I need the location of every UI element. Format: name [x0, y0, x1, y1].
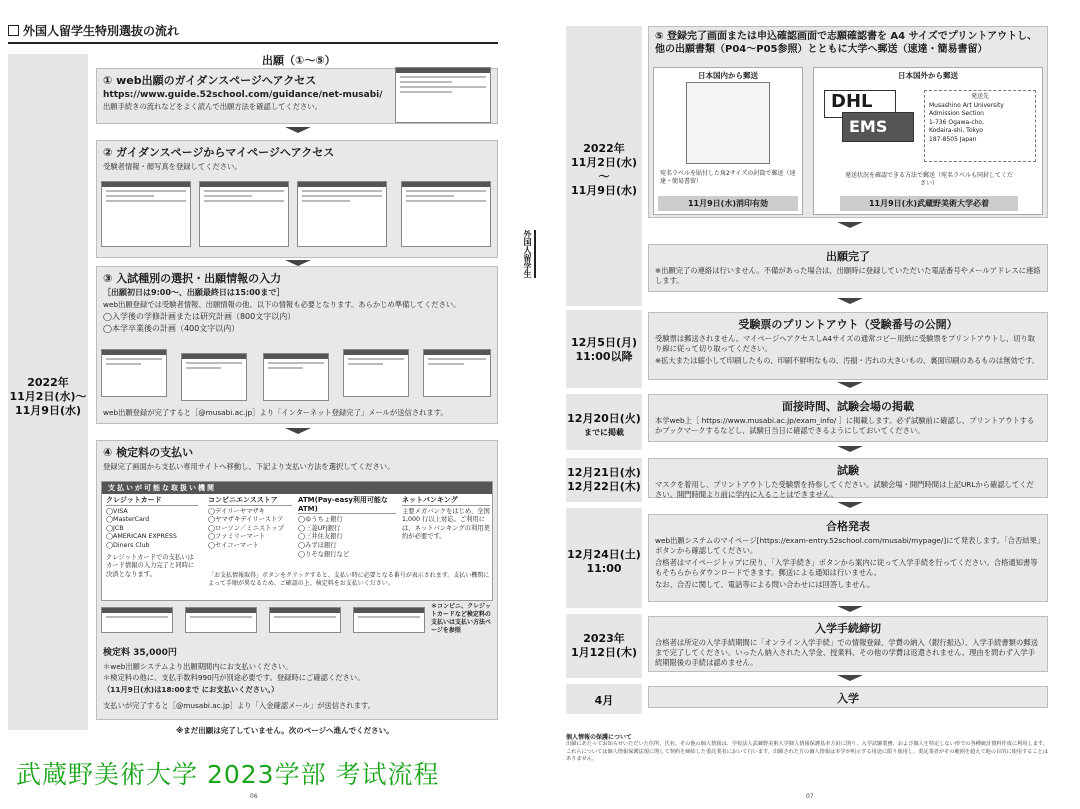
step1-title: ① web出願のガイダンスページへアクセス — [103, 74, 317, 87]
arrow-down-icon — [837, 675, 863, 681]
ticket-note: ※拡大または縮小して印刷したもの、印刷不鮮明なもの、汚損・汚れの大きいもの、裏面印刷のあるものは無効です。 — [655, 356, 1040, 365]
arrow-down-icon — [837, 446, 863, 452]
domestic-heading: 日本国内から郵送 — [698, 71, 758, 80]
privacy-heading: 個人情報の保護について — [566, 734, 632, 741]
address-heading: 発送先 — [970, 93, 989, 100]
enroll-year: 2023年 — [583, 632, 625, 645]
address-line: 1-736 Ogawa-cho, — [929, 118, 984, 126]
conv-item: ◯ファミリーマート — [208, 533, 266, 541]
interview-desc: 本学web上［ https://www.musabi.ac.jp/exam_info/ ］に掲載します。必ず試験前に確認し、プリントアウトするかブックマークするなどし、試験日当日に確認できるようにしておいてください。 — [655, 416, 1035, 435]
step5-box — [648, 26, 1048, 218]
domestic-deadline: 11月9日(水)消印有効 — [658, 196, 798, 211]
left-footnote: ※まだ出願は完了していません。次のページへ進んでください。 — [176, 726, 394, 735]
address-line: Admission Section — [929, 110, 984, 117]
conv-item: ◯ヤマザキデイリーストア — [208, 516, 284, 524]
entrance-box — [648, 686, 1048, 708]
atm-item: ◯ゆうちょ銀行 — [298, 516, 343, 524]
credit-note: クレジットカードでの支払いはカード情報の入力完了と同時に決済となります。 — [106, 553, 195, 578]
step5-title: ⑤ 登録完了画面または申込確認画面で志願確認書を A4 サイズでプリントアウトし、他の出願書類（P04～P05参照）とともに大学へ郵送（速達・簡易書留） — [655, 31, 1038, 55]
step3-desc: web出願登録では受験者情報、出願情報の他、以下の情報も必要となります。あらかじめ準備してください。 — [103, 300, 461, 309]
interview-date-day: 12月20日(火) — [567, 412, 641, 425]
interview-box — [648, 394, 1048, 442]
page-number-left: 06 — [250, 793, 258, 800]
arrow-down-icon — [837, 382, 863, 388]
atm-item: ◯りそな銀行など — [298, 550, 350, 558]
ems-logo: EMS — [842, 112, 914, 142]
fee-note-1: ＊web出願システムより出願期間内にお支払いください。 — [103, 662, 293, 671]
payment-side-note: ＊コンビニ、クレジットカードなど検定料の支払いは支払い方法ページを参照 — [431, 603, 492, 634]
arrow-down-icon — [837, 502, 863, 508]
right-page — [540, 0, 1080, 809]
payment-screenshot-1 — [101, 607, 173, 633]
payment-screenshot-4 — [353, 607, 425, 633]
date-year: 2022年 — [583, 142, 625, 155]
exam-desc: マスクを着用し、プリントアウトした受験票を持参してください。試験会場・開門時間は上記URLから確認してください。開門時間より前に学内に入ることはできません。 — [655, 480, 1034, 499]
complete-box — [648, 244, 1048, 292]
exam-date-2: 12月22日(木) — [567, 480, 641, 493]
address-line: Musashino Art University — [929, 101, 1004, 109]
atm-item: ◯三井住友銀行 — [298, 533, 343, 541]
step2-title: ② ガイダンスページからマイページへアクセス — [103, 146, 335, 159]
exam-date-1: 12月21日(水) — [567, 466, 641, 479]
atm-heading: ATM(Pay-easy利用可能なATM) — [298, 496, 396, 514]
mypage-screenshot-4 — [401, 181, 491, 247]
complete-title: 出願完了 — [826, 250, 870, 263]
envelope-image — [686, 82, 770, 164]
step4-desc: 登録完了画面から支払い専用サイトへ移動し、下記より支払い方法を選択してください。 — [103, 462, 395, 471]
result-date-time: 11:00 — [586, 562, 622, 575]
date-end: 11月9日(水) — [570, 184, 638, 197]
privacy-text: 出願にあたってお知らせいただいた住所、氏名、その他の個人情報は、学校法人武蔵野美術大学個人情報保護基本方針に則り、入学試験業務、および個人を特定しない形での各種統計資料作成に利用します。これらについては個人情報保護法規に則して契約を締結した委託業者において行います。出願された方の個人情報は本学が明示する用途に限り使用し、委託業者がその範囲を超えて他の目的に使用することはありません。 — [566, 741, 1048, 762]
result-title: 合格発表 — [826, 520, 870, 533]
ticket-desc: 受験票は郵送されません。マイページへアクセスしA4サイズの通常コピー用紙に受験票をプリントアウトし、切り取り線に従って切り取ってください。 — [655, 334, 1036, 353]
ticket-date-day: 12月5日(月) — [570, 336, 638, 349]
exam-title: 試験 — [837, 464, 859, 477]
credit-column — [106, 496, 198, 579]
dhl-logo: DHL — [824, 90, 896, 118]
entrance-date: 4月 — [594, 694, 614, 707]
interview-date-note: までに掲載 — [584, 428, 624, 437]
entry-screenshot-5 — [423, 349, 491, 397]
exam-date — [566, 466, 642, 494]
interview-title: 面接時間、試験会場の掲載 — [782, 400, 914, 413]
arrow-down-icon — [837, 298, 863, 304]
step3-item1: ◯入学後の学修計画または研究計画（800文字以内） — [103, 312, 296, 321]
entry-screenshot-2 — [181, 353, 247, 401]
payment-done: 支払いが完了すると［@musabi.ac.jp］より「入金確認メール」が送信されます。 — [103, 701, 375, 710]
arrow-down-icon — [837, 222, 863, 228]
result-date-day: 12月24日(土) — [567, 548, 641, 561]
page-title: 外国人留学生特別選抜の流れ — [23, 24, 180, 38]
conv-item: ◯デイリーヤマザキ — [208, 507, 265, 515]
atm-item: ◯三菱UFJ銀行 — [298, 524, 341, 532]
enroll-box — [648, 616, 1048, 672]
step3-item2: ◯本学卒業後の計画（400文字以内） — [103, 324, 240, 333]
mypage-screenshot-1 — [101, 181, 191, 247]
enroll-title: 入学手続締切 — [815, 622, 881, 635]
step1-url[interactable]: https://www.guide.52school.com/guidance/net-musabi/ — [103, 90, 383, 100]
interview-date — [566, 412, 642, 440]
credit-item: ◯AMERICAN EXPRESS — [106, 533, 177, 541]
pay-note: 「お支払情報取得」ボタンをクリックすると、支払い時に必要となる番号が表示されます。支払い機関によって手順が異なるため、ご確認の上、検定料をお支払いください。 — [208, 572, 490, 587]
step2-box — [96, 140, 498, 258]
result-date — [566, 548, 642, 576]
net-heading: ネットバンキング — [402, 496, 490, 506]
enroll-desc: 合格者は所定の入学手続期間に「オンライン入学手続」での情報登録、学費の納入（銀行振込）、入学手続書類の郵送まで完了してください。いったん納入された入学金、授業料、その他の学費は返還されません。理由を問わず入学手続期限後の手続は認めません。 — [655, 638, 1038, 667]
date-range: 11月2日(水)～ — [570, 156, 638, 183]
credit-item: ◯JCB — [106, 524, 124, 532]
result-desc-2: 合格者はマイページトップに戻り、「入学手続き」ボタンから案内に従って入学手続を行ってください。合格通知書等もそちらからダウンロードできます。郵送による通知は行いません。 — [655, 558, 1038, 577]
overseas-note: 発送状況を確認できる方法で郵送（宛名ラベルも同封してください） — [844, 172, 1013, 187]
step3-done: web出願登録が完了すると［@musabi.ac.jp］より「インターネット登録完了」メールが送信されます。 — [103, 408, 448, 417]
atm-item: ◯みずほ銀行 — [298, 541, 337, 549]
date-label — [8, 376, 88, 418]
ticket-date-time: 11:00以降 — [575, 350, 633, 363]
step3-title: ③ 入試種別の選択・出願情報の入力 — [103, 272, 282, 285]
address-line: 187-8505 Japan — [929, 135, 977, 143]
netbanking-column — [402, 496, 490, 542]
domestic-note: 宛名ラベルを貼付した角2サイズの封筒で郵送（速達・簡易書留） — [660, 170, 796, 185]
arrow-down-icon — [837, 606, 863, 612]
atm-column — [298, 496, 396, 559]
entry-screenshot-3 — [263, 353, 329, 401]
mypage-screenshot-2 — [199, 181, 289, 247]
result-desc-1: web出願システムのマイページ[https://exam-entry.52school.com/musabi/mypage/]にて発表します。「合否結果」ボタンから確認してください。 — [655, 536, 1041, 555]
step3-period: ［出願初日は9:00～、出願最終日は15:00まで］ — [103, 288, 285, 297]
section-title: 出願（①～⑤） — [262, 54, 336, 67]
page-number-right: 07 — [806, 793, 814, 800]
watermark-caption: 武蔵野美術大学 2023学部 考试流程 — [16, 760, 440, 789]
exam-fee: 検定料 35,000円 — [103, 648, 177, 658]
date-range: 11月2日(水)～ — [9, 390, 87, 403]
fee-deadline: （11月9日(水)は18:00まで にお支払いください。） — [103, 685, 279, 694]
overseas-panel — [813, 67, 1043, 215]
header-square-icon — [8, 25, 19, 36]
overseas-deadline: 11月9日(水)武蔵野美術大学必着 — [840, 196, 1018, 211]
mypage-screenshot-3 — [297, 181, 387, 247]
date-year: 2022年 — [27, 376, 69, 389]
credit-heading: クレジットカード — [106, 496, 198, 506]
conv-item: ◯ローソン／ミニストップ — [208, 524, 284, 532]
address-box — [924, 90, 1036, 162]
date-label — [566, 142, 642, 198]
overseas-heading: 日本国外から郵送 — [898, 71, 958, 80]
payment-methods-table — [101, 481, 493, 601]
exam-box — [648, 458, 1048, 498]
fee-note-2: ＊検定料の他に、支払手数料990円が別途必要です。登録時にご確認ください。 — [103, 673, 365, 682]
step2-desc: 受験者情報・顔写真を登録してください。 — [103, 162, 242, 171]
entrance-title: 入学 — [837, 692, 859, 705]
arrow-down-icon — [285, 428, 311, 434]
credit-item: ◯VISA — [106, 507, 128, 515]
page-header — [8, 22, 498, 44]
complete-desc: ※出願完了の連絡は行いません。不備があった場合は、出願時に登録していただいた電話番号やメールアドレスに連絡します。 — [655, 266, 1041, 285]
result-desc-3: なお、合否に関して、電話等による問い合わせには回答しません。 — [655, 580, 875, 589]
conv-heading: コンビニエンスストア — [208, 496, 292, 506]
step1-desc: 出願手続きの流れなどをよく読んで出願方法を確認してください。 — [103, 102, 322, 111]
date-end: 11月9日(水) — [14, 404, 82, 417]
step1-box — [96, 68, 498, 124]
vertical-section-label: 外国人留学生 — [522, 230, 536, 278]
result-box — [648, 514, 1048, 602]
address-line: Kodaira-shi, Tokyo — [929, 127, 983, 134]
arrow-down-icon — [285, 127, 311, 133]
ticket-box — [648, 312, 1048, 380]
step3-box — [96, 266, 498, 424]
payment-table-header: 支払いが可能な取扱い機関 — [102, 482, 492, 494]
ticket-date — [566, 336, 642, 364]
guidance-page-screenshot — [395, 67, 491, 123]
enroll-day: 1月12日(木) — [570, 646, 638, 659]
payment-screenshot-3 — [269, 607, 341, 633]
conv-item: ◯セイコーマート — [208, 541, 259, 549]
entry-screenshot-4 — [343, 349, 409, 397]
payment-screenshot-2 — [185, 607, 257, 633]
credit-item: ◯MasterCard — [106, 516, 150, 524]
net-note: 主要メガバンクをはじめ、全国 1,000 行以上対応。ご利用には、ネットバンキングの利用契約が必要です。 — [402, 507, 490, 541]
domestic-panel — [653, 67, 803, 215]
credit-item: ◯Diners Club — [106, 541, 150, 549]
step4-box — [96, 440, 498, 720]
convenience-column — [208, 496, 292, 551]
step4-title: ④ 検定料の支払い — [103, 446, 194, 459]
entry-screenshot-1 — [101, 349, 167, 397]
enroll-date — [566, 632, 642, 660]
ticket-title: 受験票のプリントアウト（受験番号の公開） — [738, 318, 958, 331]
